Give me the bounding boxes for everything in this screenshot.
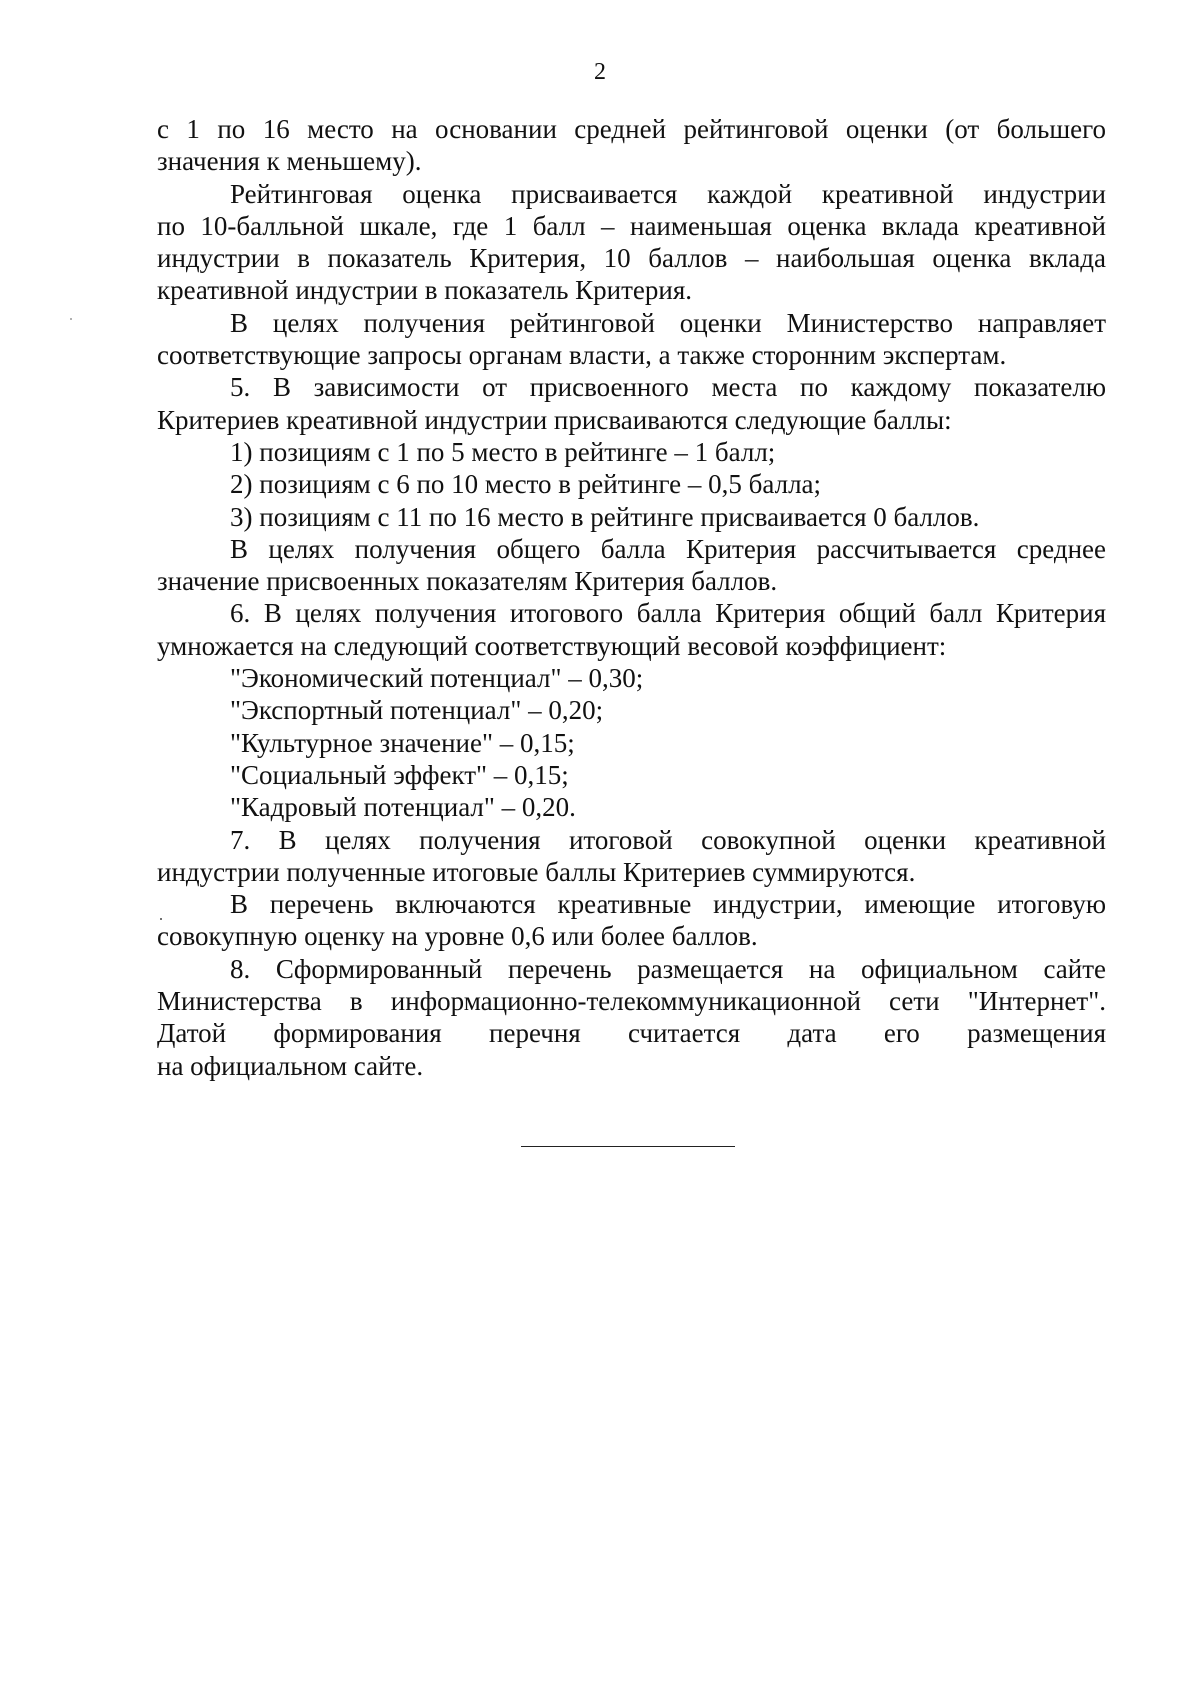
scan-speck (160, 918, 162, 920)
text-line: 6. В целях получения итогового балла Критерия общий балл Критерия (230, 598, 1106, 629)
text-line: 1) позициям с 1 по 5 место в рейтинге – 1 балл; (230, 436, 776, 467)
text-line: умножается на следующий соответствующий весовой коэффициент: (157, 630, 947, 661)
text-line: индустрии полученные итоговые баллы Критериев суммируются. (157, 856, 916, 887)
text-line: соответствующие запросы органам власти, а также сторонним экспертам. (157, 340, 1007, 371)
closing-separator-line (521, 1146, 735, 1147)
text-line: значения к меньшему). (157, 146, 422, 177)
text-line: с 1 по 16 место на основании средней рейтинговой оценки (от большего (157, 114, 1106, 144)
text-line: В целях получения рейтинговой оценки Министерство направляет (230, 307, 1106, 338)
text-line: В целях получения общего балла Критерия рассчитывается среднее (230, 533, 1106, 564)
text-line: на официальном сайте. (157, 1050, 424, 1081)
page-number: 2 (594, 59, 606, 85)
text-line: 7. В целях получения итоговой совокупной оценки креативной (230, 824, 1106, 855)
text-line: Критериев креативной индустрии присваиваются следующие баллы: (157, 404, 952, 435)
text-line: "Экономический потенциал" – 0,30; (230, 663, 644, 694)
document-body (157, 113, 1106, 1082)
text-line: 5. В зависимости от присвоенного места по каждому показателю (230, 372, 1106, 403)
text-line: "Кадровый потенциал" – 0,20. (230, 792, 576, 823)
text-line: "Социальный эффект" – 0,15; (230, 759, 569, 790)
text-line: Рейтинговая оценка присваивается каждой креативной индустрии (230, 178, 1106, 209)
text-line: значение присвоенных показателям Критерия баллов. (157, 566, 778, 597)
text-line: Министерства в информационно-телекоммуникационной сети "Интернет". (157, 986, 1106, 1017)
text-line: "Экспортный потенциал" – 0,20; (230, 695, 604, 726)
text-line: по 10-балльной шкале, где 1 балл – наименьшая оценка вклада креативной (157, 210, 1106, 241)
text-line: совокупную оценку на уровне 0,6 или более баллов. (157, 921, 758, 952)
text-line: Датой формирования перечня считается дата его размещения (157, 1018, 1106, 1049)
text-line: "Культурное значение" – 0,15; (230, 727, 575, 758)
text-line: 3) позициям с 11 по 16 место в рейтинге присваивается 0 баллов. (230, 501, 980, 532)
text-line: В перечень включаются креативные индустрии, имеющие итоговую (230, 889, 1106, 920)
text-line: 2) позициям с 6 по 10 место в рейтинге – 0,5 балла; (230, 469, 822, 500)
text-line: индустрии в показатель Критерия, 10 баллов – наибольшая оценка вклада (157, 243, 1106, 274)
scan-speck (70, 318, 72, 320)
text-line: креативной индустрии в показатель Критерия. (157, 275, 693, 306)
text-line: 8. Сформированный перечень размещается на официальном сайте (230, 953, 1106, 984)
